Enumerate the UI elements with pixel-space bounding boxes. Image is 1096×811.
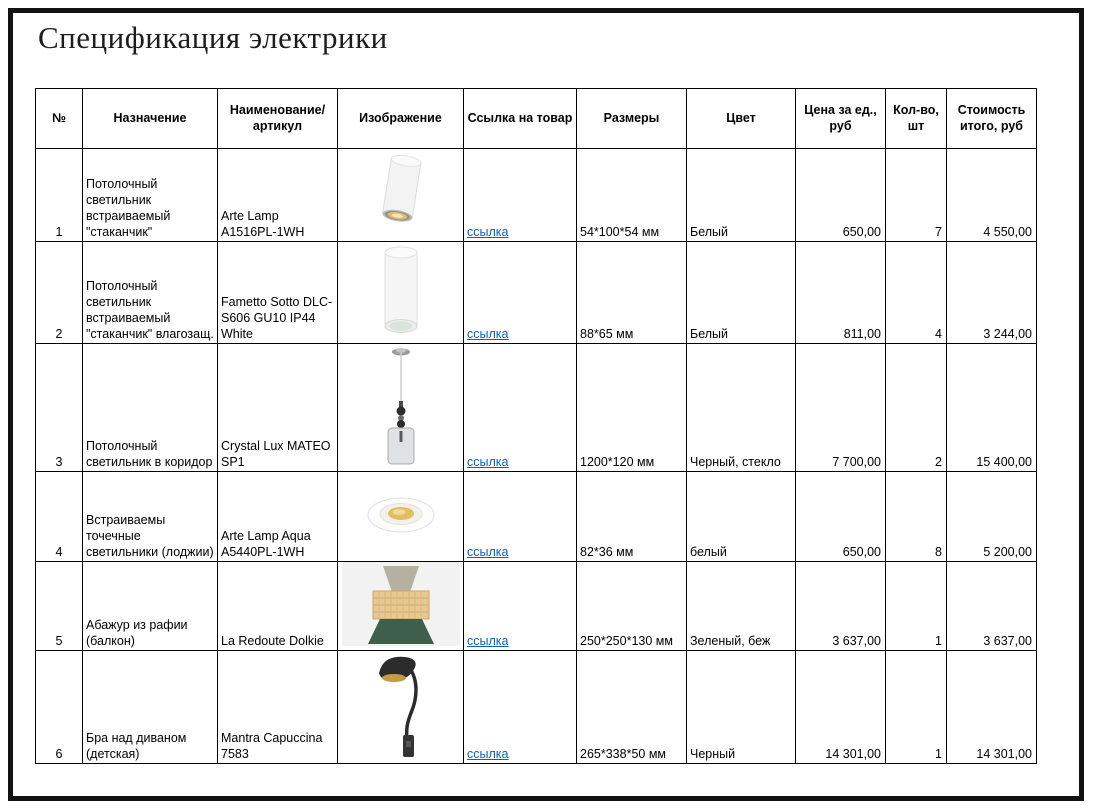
table-row <box>36 562 1037 651</box>
purpose-cell: Встраиваемы точечные светильники (лоджии) <box>83 472 218 562</box>
white-cylinder-spot-vertical-icon <box>362 243 440 339</box>
column-header: Изображение <box>338 89 464 149</box>
spec-table <box>35 88 1037 764</box>
total-price-cell: 4 550,00 <box>947 149 1037 242</box>
row-number: 5 <box>36 562 83 651</box>
total-price-cell: 14 301,00 <box>947 651 1037 764</box>
product-link[interactable]: ссылка <box>467 225 509 239</box>
purpose-cell: Потолочный светильник встраиваемый "стаканчик" влагозащ. <box>83 242 218 344</box>
link-cell <box>464 149 577 242</box>
column-header: Кол-во, шт <box>886 89 947 149</box>
color-cell: Белый <box>687 149 796 242</box>
purpose-cell: Потолочный светильник встраиваемый "стаканчик" <box>83 149 218 242</box>
image-cell <box>338 562 464 651</box>
column-header: Наименование/артикул <box>218 89 338 149</box>
link-cell <box>464 651 577 764</box>
product-name-cell: Mantra Capuccina 7583 <box>218 651 338 764</box>
pendant-glass-lamp-icon <box>368 345 434 467</box>
row-number: 6 <box>36 651 83 764</box>
size-cell: 1200*120 мм <box>577 344 687 472</box>
table-row <box>36 149 1037 242</box>
unit-price-cell: 650,00 <box>796 472 886 562</box>
product-link[interactable]: ссылка <box>467 634 509 648</box>
quantity-cell: 2 <box>886 344 947 472</box>
unit-price-cell: 811,00 <box>796 242 886 344</box>
row-number: 1 <box>36 149 83 242</box>
product-name-cell: Crystal Lux MATEO SP1 <box>218 344 338 472</box>
row-number: 3 <box>36 344 83 472</box>
total-price-cell: 3 637,00 <box>947 562 1037 651</box>
size-cell: 54*100*54 мм <box>577 149 687 242</box>
image-cell <box>338 651 464 764</box>
row-number: 4 <box>36 472 83 562</box>
color-cell: белый <box>687 472 796 562</box>
product-name-cell: Fametto Sotto DLC-S606 GU10 IP44 White <box>218 242 338 344</box>
size-cell: 250*250*130 мм <box>577 562 687 651</box>
page-title: Спецификация электрики <box>38 20 388 55</box>
link-cell <box>464 242 577 344</box>
quantity-cell: 1 <box>886 562 947 651</box>
image-cell <box>338 344 464 472</box>
black-wall-sconce-icon <box>361 651 441 759</box>
color-cell: Белый <box>687 242 796 344</box>
quantity-cell: 4 <box>886 242 947 344</box>
unit-price-cell: 3 637,00 <box>796 562 886 651</box>
image-cell <box>338 149 464 242</box>
white-cylinder-spot-tilted-icon <box>362 150 440 236</box>
raffia-wall-lamp-icon <box>342 562 460 646</box>
size-cell: 88*65 мм <box>577 242 687 344</box>
column-header: Стоимость итого, руб <box>947 89 1037 149</box>
color-cell: Черный <box>687 651 796 764</box>
color-cell: Черный, стекло <box>687 344 796 472</box>
row-number: 2 <box>36 242 83 344</box>
purpose-cell: Абажур из рафии (балкон) <box>83 562 218 651</box>
table-row <box>36 242 1037 344</box>
header-row <box>36 89 1037 149</box>
total-price-cell: 15 400,00 <box>947 344 1037 472</box>
size-cell: 265*338*50 мм <box>577 651 687 764</box>
product-name-cell: La Redoute Dolkie <box>218 562 338 651</box>
table-row <box>36 651 1037 764</box>
recessed-round-spot-icon <box>358 489 444 541</box>
product-link[interactable]: ссылка <box>467 327 509 341</box>
size-cell: 82*36 мм <box>577 472 687 562</box>
unit-price-cell: 650,00 <box>796 149 886 242</box>
column-header: № <box>36 89 83 149</box>
total-price-cell: 5 200,00 <box>947 472 1037 562</box>
column-header: Размеры <box>577 89 687 149</box>
quantity-cell: 7 <box>886 149 947 242</box>
product-name-cell: Arte Lamp A1516PL-1WH <box>218 149 338 242</box>
image-cell <box>338 242 464 344</box>
quantity-cell: 8 <box>886 472 947 562</box>
unit-price-cell: 14 301,00 <box>796 651 886 764</box>
quantity-cell: 1 <box>886 651 947 764</box>
total-price-cell: 3 244,00 <box>947 242 1037 344</box>
column-header: Ссылка на товар <box>464 89 577 149</box>
table-row <box>36 344 1037 472</box>
table-row <box>36 472 1037 562</box>
purpose-cell: Потолочный светильник в коридор <box>83 344 218 472</box>
link-cell <box>464 472 577 562</box>
link-cell <box>464 344 577 472</box>
color-cell: Зеленый, беж <box>687 562 796 651</box>
column-header: Цена за ед., руб <box>796 89 886 149</box>
column-header: Цвет <box>687 89 796 149</box>
product-link[interactable]: ссылка <box>467 747 509 761</box>
product-link[interactable]: ссылка <box>467 455 509 469</box>
product-name-cell: Arte Lamp Aqua A5440PL-1WH <box>218 472 338 562</box>
image-cell <box>338 472 464 562</box>
unit-price-cell: 7 700,00 <box>796 344 886 472</box>
purpose-cell: Бра над диваном (детская) <box>83 651 218 764</box>
product-link[interactable]: ссылка <box>467 545 509 559</box>
column-header: Назначение <box>83 89 218 149</box>
link-cell <box>464 562 577 651</box>
